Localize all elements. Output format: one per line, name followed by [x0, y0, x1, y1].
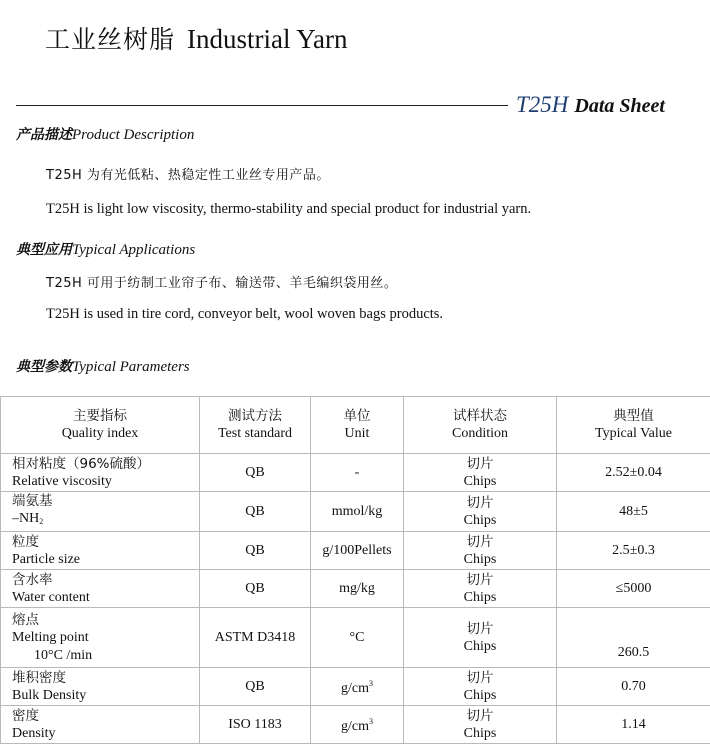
row-condition: 切片 Chips	[404, 668, 557, 706]
row-unit: mg/kg	[311, 570, 404, 608]
row-name: 密度 Density	[1, 706, 200, 744]
row-condition: 切片 Chips	[404, 532, 557, 570]
header-condition: 试样状态 Condition	[404, 397, 557, 454]
table-row	[1, 706, 710, 744]
data-sheet-text: Data Sheet	[574, 95, 665, 117]
row-name: 堆积密度 Bulk Density	[1, 668, 200, 706]
row-value: 1.14	[557, 706, 710, 744]
row-unit: mmol/kg	[311, 492, 404, 532]
table-row	[1, 570, 710, 608]
row-unit: $g/cm^3$	[311, 706, 404, 744]
applications-text-en: T25H is used in tire cord, conveyor belt, wool woven bags products.	[46, 306, 443, 323]
header-quality-index: 主要指标 Quality index	[1, 397, 200, 454]
row-name: 端氨基 $-NH_2$	[1, 492, 200, 532]
row-condition: 切片 Chips	[404, 608, 557, 668]
description-text-cn: T25H 为有光低粘、热稳定性工业丝专用产品。	[46, 164, 330, 183]
section-heading-parameters: 典型参数Typical Parameters	[16, 356, 190, 376]
row-standard: QB	[200, 570, 311, 608]
parameters-table	[0, 396, 710, 744]
row-condition: 切片 Chips	[404, 706, 557, 744]
row-standard: QB	[200, 668, 311, 706]
row-condition: 切片 Chips	[404, 570, 557, 608]
header-unit: 单位 Unit	[311, 397, 404, 454]
row-standard: QB	[200, 532, 311, 570]
document-title-cn: 工业丝树脂	[45, 25, 175, 54]
table-row	[1, 454, 710, 492]
table-row	[1, 532, 710, 570]
row-unit: -	[311, 454, 404, 492]
row-unit: $g/cm^3$	[311, 668, 404, 706]
row-standard: ASTM D3418	[200, 608, 311, 668]
row-condition: 切片 Chips	[404, 492, 557, 532]
row-name: 熔点 Melting point 10°C /min	[1, 608, 200, 668]
header-rule	[16, 105, 508, 106]
row-value: 2.52±0.04	[557, 454, 710, 492]
row-condition: 切片 Chips	[404, 454, 557, 492]
header-typical-value: 典型值 Typical Value	[557, 397, 710, 454]
row-standard: QB	[200, 454, 311, 492]
row-standard: QB	[200, 492, 311, 532]
product-code: T25H	[516, 92, 568, 117]
row-unit: °C	[311, 608, 404, 668]
row-unit: g/100Pellets	[311, 532, 404, 570]
document-title-en: Industrial Yarn	[187, 24, 348, 54]
description-text-en: T25H is light low viscosity, thermo-stability and special product for industrial yarn.	[46, 201, 531, 218]
section-heading-description-en: Product Description	[72, 127, 194, 143]
table-row	[1, 668, 710, 706]
row-standard: ISO 1183	[200, 706, 311, 744]
section-heading-description: 产品描述Product Description	[16, 124, 194, 144]
applications-text-cn: T25H 可用于纺制工业帘子布、输送带、羊毛编织袋用丝。	[46, 272, 397, 291]
row-value: 2.5±0.3	[557, 532, 710, 570]
section-heading-applications: 典型应用Typical Applications	[16, 239, 195, 259]
section-heading-applications-en: Typical Applications	[72, 242, 195, 258]
table-row	[1, 492, 710, 532]
row-name: 粒度 Particle size	[1, 532, 200, 570]
row-value: 0.70	[557, 668, 710, 706]
table-header-row	[1, 397, 710, 454]
row-value: 260.5	[557, 608, 710, 668]
row-name: 含水率 Water content	[1, 570, 200, 608]
section-heading-parameters-en: Typical Parameters	[72, 359, 190, 375]
row-value: 48±5	[557, 492, 710, 532]
header-test-standard: 测试方法 Test standard	[200, 397, 311, 454]
row-value: ≤5000	[557, 570, 710, 608]
data-sheet-label	[516, 92, 665, 118]
table-row	[1, 608, 710, 668]
row-name: 相对粘度（96%硫酸） Relative viscosity	[1, 454, 200, 492]
document-title	[45, 20, 348, 56]
